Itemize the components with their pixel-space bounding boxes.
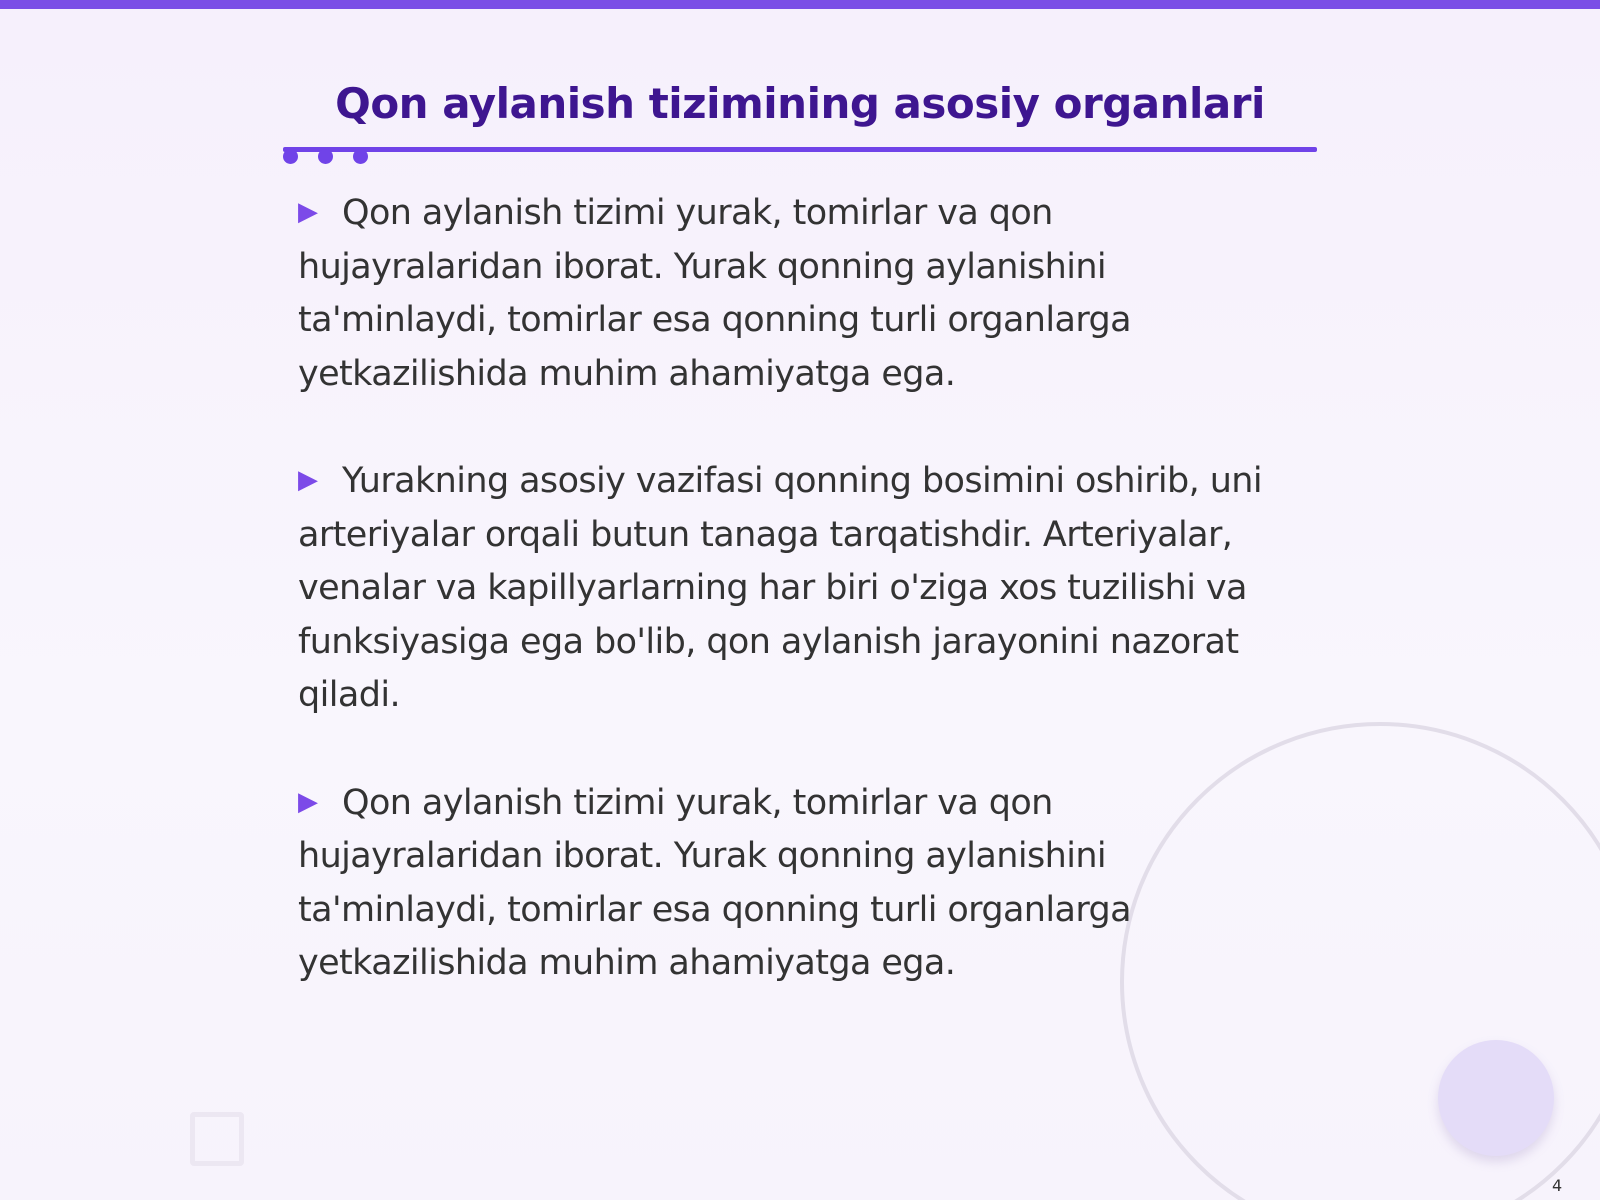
title-underline [283, 147, 1317, 152]
bullet-paragraph [298, 454, 1308, 723]
decor-square-outline [190, 1112, 244, 1166]
bullet-arrow-icon: ▶ [298, 197, 318, 227]
bullet-list [298, 186, 1308, 1044]
bullet-text: Qon aylanish tizimi yurak, tomirlar va qon hujayralaridan iborat. Yurak qonning aylanishini ta'minlaydi, tomirlar esa qonning turli organlarga yetkazilishida muhim ahamiyatga ega. [298, 782, 1132, 983]
bullet-paragraph [298, 186, 1308, 401]
decor-circle-filled [1438, 1040, 1554, 1156]
slide-title: Qon aylanish tizimining asosiy organlari [335, 79, 1265, 128]
bullet-arrow-icon: ▶ [298, 786, 318, 817]
bullet-arrow-icon: ▶ [298, 465, 318, 495]
bullet-paragraph [298, 776, 1308, 991]
decor-dot [283, 149, 298, 164]
top-accent-bar [0, 0, 1600, 9]
page-number: 4 [1552, 1176, 1563, 1195]
bullet-text: Yurakning asosiy vazifasi qonning bosimini oshirib, uni arteriyalar orqali butun tanaga tarqatishdir. Arteriyalar, venalar va kapillyarlarning har biri o'ziga xos tuzilishi va funksiyasiga ega bo'lib, qon aylanish jarayonini nazorat qiladi. [298, 461, 1262, 715]
decor-dot [353, 149, 368, 164]
decor-dot [318, 149, 333, 164]
bullet-text: Qon aylanish tizimi yurak, tomirlar va qon hujayralaridan iborat. Yurak qonning aylanishini ta'minlaydi, tomirlar esa qonning turli organlarga yetkazilishida muhim ahamiyatga ega. [298, 193, 1132, 394]
